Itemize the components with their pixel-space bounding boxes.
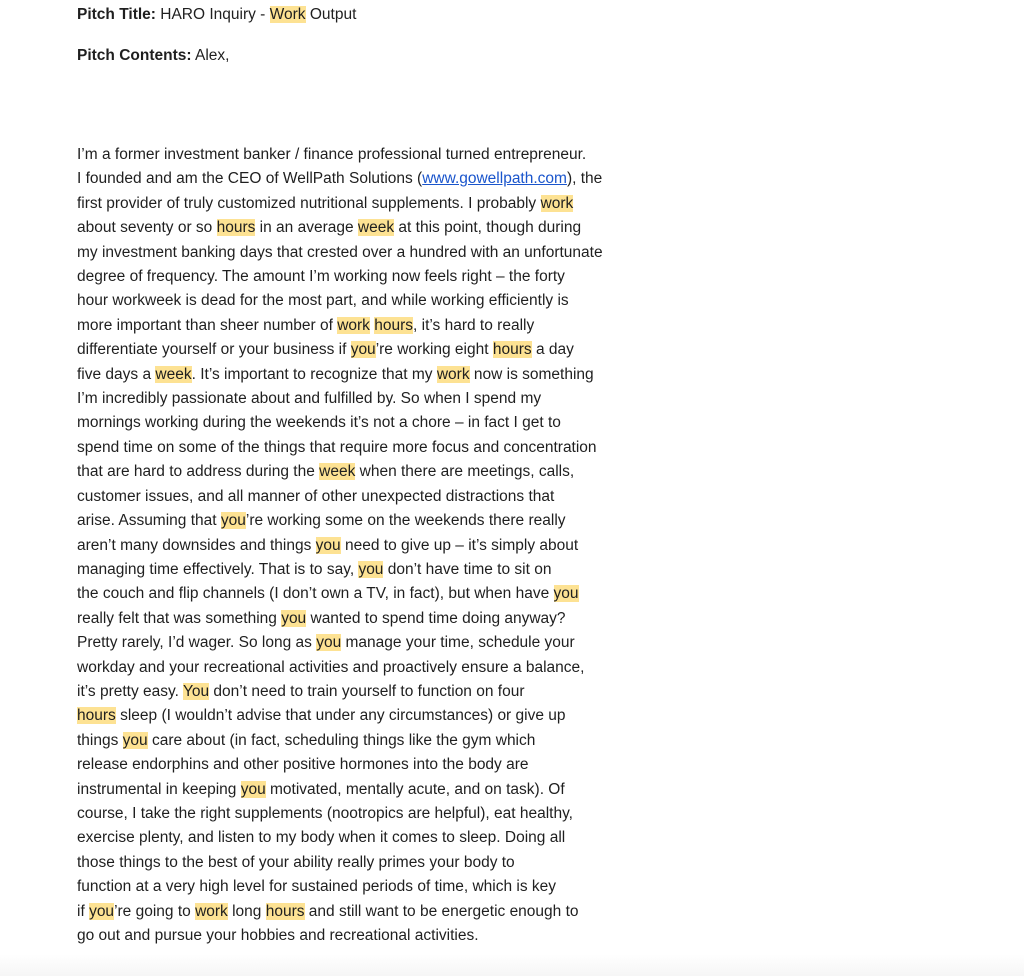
text-run: workday and your recreational activities and proactively ensure a balance, <box>77 658 585 676</box>
highlighted-keyword: you <box>350 341 376 359</box>
body-line <box>77 729 647 753</box>
text-run: first provider of truly customized nutritional supplements. I probably <box>77 194 541 212</box>
pitch-contents-label: Pitch Contents: <box>77 47 192 64</box>
text-run: my investment banking days that crested over a hundred with an unfortunate <box>77 243 603 261</box>
text-run: at this point, though during <box>394 219 582 237</box>
highlighted-keyword: work <box>195 902 228 920</box>
text-run: care about (in fact, scheduling things like the gym which <box>147 731 536 749</box>
greeting: Alex, <box>194 47 230 64</box>
body-line <box>77 387 647 411</box>
text-run: I’m incredibly passionate about and fulfilled by. So when I spend my <box>77 390 542 408</box>
body-line <box>77 558 647 582</box>
highlighted-keyword: you <box>281 609 307 627</box>
text-run: HARO Inquiry - <box>160 6 270 23</box>
text-run: spend time on some of the things that require more focus and concentration <box>77 438 597 456</box>
text-run: course, I take the right supplements (nootropics are helpful), eat healthy, <box>77 804 573 822</box>
body-line <box>77 826 647 850</box>
text-run: that are hard to address during the <box>77 463 320 481</box>
highlighted-keyword: week <box>155 365 192 383</box>
text-run: motivated, mentally acute, and on task). Of <box>265 780 565 798</box>
text-run: , it’s hard to really <box>413 316 535 334</box>
text-run: it’s pretty easy. <box>77 682 183 700</box>
website-link[interactable]: www.gowellpath.com <box>422 170 567 188</box>
text-run: need to give up – it’s simply about <box>340 536 579 554</box>
highlighted-keyword: hours <box>216 219 256 237</box>
text-run: mornings working during the weekends it’s not a chore – in fact I get to <box>77 414 561 432</box>
text-run: instrumental in keeping <box>77 780 241 798</box>
body-line <box>77 167 647 191</box>
body-line <box>77 436 647 460</box>
text-run: a day <box>531 341 574 359</box>
body-line <box>77 216 647 240</box>
text-run: managing time effectively. That is to say, <box>77 560 359 578</box>
text-run: if <box>77 902 90 920</box>
text-run: arise. Assuming that <box>77 512 221 530</box>
highlighted-keyword: Work <box>269 6 306 23</box>
pitch-body <box>77 143 647 948</box>
highlighted-keyword: hours <box>265 902 305 920</box>
text-run: Output <box>305 6 357 23</box>
body-line <box>77 607 647 631</box>
text-run: don’t need to train yourself to function on four <box>209 682 525 700</box>
text-run: more important than sheer number of <box>77 316 338 334</box>
text-run: function at a very high level for sustained periods of time, which is key <box>77 878 557 896</box>
text-run: I founded and am the CEO of WellPath Solutions ( <box>77 170 423 188</box>
pitch-contents-line <box>77 45 229 67</box>
body-line <box>77 900 647 924</box>
body-line <box>77 851 647 875</box>
body-line <box>77 314 647 338</box>
highlighted-keyword: week <box>357 219 395 237</box>
body-line <box>77 192 647 216</box>
text-run: five days a <box>77 365 156 383</box>
text-run: in an average <box>255 219 358 237</box>
text-run: wanted to spend time doing anyway? <box>306 609 566 627</box>
text-run: really felt that was something <box>77 609 282 627</box>
text-run: exercise plenty, and listen to my body when it comes to sleep. Doing all <box>77 829 566 847</box>
body-line <box>77 875 647 899</box>
text-run: ’re working eight <box>375 341 493 359</box>
text-run: hour workweek is dead for the most part, and while working efficiently is <box>77 292 569 310</box>
body-line <box>77 656 647 680</box>
highlighted-keyword: hours <box>374 316 414 334</box>
text-run: long <box>227 902 266 920</box>
body-line <box>77 704 647 728</box>
text-run: I’m a former investment banker / finance professional turned entrepreneur. <box>77 146 587 163</box>
body-line <box>77 509 647 533</box>
text-run: those things to the best of your ability really primes your body to <box>77 853 515 871</box>
text-run: . It’s important to recognize that my <box>191 365 437 383</box>
text-run: differentiate yourself or your business if <box>77 341 351 359</box>
highlighted-keyword: you <box>122 731 148 749</box>
highlighted-keyword: you <box>89 902 115 920</box>
highlighted-keyword: you <box>358 560 384 578</box>
highlighted-keyword: work <box>436 365 470 383</box>
text-run: customer issues, and all manner of other unexpected distractions that <box>77 487 555 505</box>
body-line <box>77 582 647 606</box>
body-line <box>77 338 647 362</box>
highlighted-keyword: work <box>540 194 574 212</box>
text-run: aren’t many downsides and things <box>77 536 316 554</box>
body-line <box>77 265 647 289</box>
highlighted-keyword: you <box>553 585 579 603</box>
highlighted-keyword: hours <box>77 707 116 725</box>
text-run: sleep (I wouldn’t advise that under any circumstances) or give up <box>115 707 566 725</box>
body-line <box>77 363 647 387</box>
body-line <box>77 778 647 802</box>
body-line <box>77 802 647 826</box>
text-run: don’t have time to sit on <box>383 560 552 578</box>
pitch-title-value <box>160 6 356 23</box>
text-run: and still want to be energetic enough to <box>304 902 579 920</box>
highlighted-keyword: week <box>319 463 356 481</box>
body-line <box>77 924 647 948</box>
body-line <box>77 289 647 313</box>
highlighted-keyword: hours <box>492 341 532 359</box>
text-run: degree of frequency. The amount I’m working now feels right – the forty <box>77 268 565 286</box>
body-line <box>77 460 647 484</box>
text-run: ’re working some on the weekends there really <box>245 512 566 530</box>
text-run: go out and pursue your hobbies and recreational activities. <box>77 927 479 944</box>
pitch-title-label: Pitch Title: <box>77 6 156 23</box>
text-run: ), the <box>566 170 603 188</box>
page-bottom-edge <box>0 954 1024 976</box>
text-run: about seventy or so <box>77 219 217 237</box>
body-line <box>77 411 647 435</box>
text-run: the couch and flip channels (I don’t own a TV, in fact), but when have <box>77 585 554 603</box>
body-line <box>77 143 647 167</box>
text-run: now is something <box>469 365 594 383</box>
highlighted-keyword: You <box>182 682 210 700</box>
text-run: Pretty rarely, I’d wager. So long as <box>77 634 317 652</box>
body-line <box>77 534 647 558</box>
pitch-title-line <box>77 4 356 26</box>
text-run: things <box>77 731 123 749</box>
body-line <box>77 241 647 265</box>
text-run: manage your time, schedule your <box>341 634 575 652</box>
highlighted-keyword: you <box>316 634 342 652</box>
text-run: release endorphins and other positive hormones into the body are <box>77 756 529 774</box>
highlighted-keyword: you <box>220 512 246 530</box>
highlighted-keyword: you <box>240 780 266 798</box>
body-line <box>77 485 647 509</box>
text-run: ’re going to <box>114 902 196 920</box>
text-run: when there are meetings, calls, <box>355 463 575 481</box>
body-line <box>77 631 647 655</box>
highlighted-keyword: work <box>337 316 370 334</box>
body-line <box>77 680 647 704</box>
highlighted-keyword: you <box>315 536 341 554</box>
body-line <box>77 753 647 777</box>
